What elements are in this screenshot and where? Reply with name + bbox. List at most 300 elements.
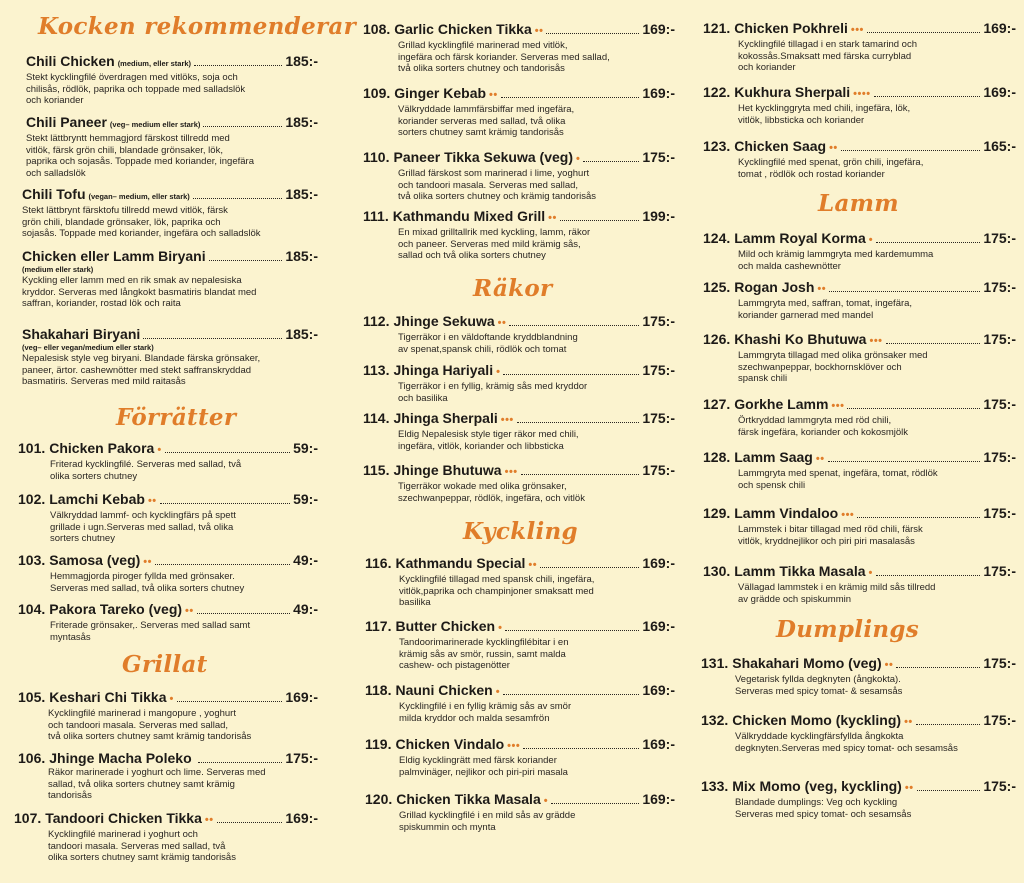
spice-level-icon: •• bbox=[829, 142, 838, 154]
item-description: Kyckling eller lamm med en rik smak av nepalesiska kryddor. Serveras med långkokt basmatiris blandat med saffran, koriander, rostad lök och raita bbox=[22, 275, 257, 309]
item-description: Tandoorimarinerade kycklingfilébitar i en krämig sås av smör, russin, samt malda cashew- och pistagenötter bbox=[399, 637, 569, 671]
item-price: 169:- bbox=[642, 85, 675, 101]
spice-level-icon: •• bbox=[185, 605, 194, 617]
item-header bbox=[22, 186, 318, 205]
item-name: Lamm Saag bbox=[734, 449, 813, 465]
item-name: Jhinga Sherpali bbox=[393, 410, 498, 426]
menu-item bbox=[703, 230, 1016, 272]
spice-level-icon: ••• bbox=[500, 414, 514, 426]
spice-level-icon: •• bbox=[815, 453, 825, 465]
item-header bbox=[22, 326, 318, 343]
section-title-kyckling: Kyckling bbox=[463, 518, 578, 545]
dot-leader bbox=[828, 461, 981, 462]
dot-leader bbox=[160, 503, 290, 504]
menu-item bbox=[22, 326, 318, 388]
item-description: Eldig Nepalesisk style tiger räkor med chili, ingefära, vitlök, koriander och libbsticka bbox=[398, 429, 579, 452]
item-header bbox=[365, 618, 675, 637]
item-price: 175:- bbox=[642, 149, 675, 165]
section-title-lamm: Lamm bbox=[818, 190, 899, 217]
item-description: Tigerräkor i en fyllig, krämig sås med kryddor och basilika bbox=[398, 381, 588, 404]
item-price: 175:- bbox=[983, 331, 1016, 347]
item-description: Räkor marinerade i yoghurt och lime. Serveras med sallad, två olika sorters chutney samt krämig tandorisås bbox=[48, 767, 266, 801]
dot-leader bbox=[917, 790, 981, 791]
item-description: Hemmagjorda piroger fyllda med grönsaker. Serveras med sallad, två olika sorters chutney bbox=[50, 571, 245, 594]
item-header bbox=[703, 396, 1016, 415]
menu-item bbox=[701, 712, 1016, 754]
menu-item bbox=[22, 248, 318, 310]
item-name: Lamm Tikka Masala bbox=[734, 563, 866, 579]
item-number: 122. bbox=[703, 84, 731, 100]
item-header bbox=[363, 149, 675, 168]
dot-leader bbox=[916, 724, 981, 725]
dot-leader bbox=[583, 161, 639, 162]
item-header bbox=[363, 362, 675, 381]
dot-leader bbox=[155, 564, 290, 565]
item-description: Lammgryta tillagad med olika grönsaker med szechwanpeppar, bockhornsklöver och spansk chili bbox=[738, 350, 928, 384]
item-number: 130. bbox=[703, 563, 731, 579]
item-header bbox=[18, 491, 318, 510]
item-description: Kycklingfilé marinerad i yoghurt och tandoori masala. Serveras med sallad, två olika sorters chutney samt krämig tandorisås bbox=[48, 829, 236, 863]
item-name: Chili Paneer bbox=[26, 114, 107, 130]
dot-leader bbox=[177, 701, 282, 702]
spice-level-icon: •• bbox=[204, 814, 214, 826]
item-price: 175:- bbox=[983, 712, 1016, 728]
item-price: 175:- bbox=[983, 230, 1016, 246]
item-price: 169:- bbox=[642, 618, 675, 634]
item-name: Samosa (veg) bbox=[49, 552, 141, 568]
item-header bbox=[363, 21, 675, 40]
menu-item bbox=[363, 313, 675, 355]
item-price: 185:- bbox=[285, 248, 318, 264]
item-description: Tigerräkor i en väldoftande kryddblandning av spenat,spansk chili, rödlök och tomat bbox=[398, 332, 578, 355]
item-description: Lammstek i bitar tillagad med röd chili, färsk vitlök, kryddnejlikor och piri piri masalasås bbox=[738, 524, 923, 547]
menu-item bbox=[18, 552, 318, 594]
item-description: Friterade grönsaker,. Serveras med sallad samt myntasås bbox=[50, 620, 251, 643]
item-number: 118. bbox=[365, 682, 392, 698]
menu-item bbox=[26, 53, 318, 107]
item-name: Jhinga Hariyali bbox=[393, 362, 494, 378]
item-name: Chicken Saag bbox=[734, 138, 827, 154]
item-price: 59:- bbox=[293, 440, 318, 456]
menu-item bbox=[703, 331, 1016, 385]
item-header bbox=[26, 114, 318, 133]
spice-level-icon: • bbox=[157, 444, 162, 456]
dot-leader bbox=[198, 762, 283, 763]
item-name: Nauni Chicken bbox=[395, 682, 493, 698]
item-name: Pakora Tareko (veg) bbox=[49, 601, 183, 617]
section-title-forratter: Förrätter bbox=[116, 404, 237, 431]
dot-leader bbox=[143, 338, 282, 339]
item-header bbox=[363, 85, 675, 104]
item-name: Khashi Ko Bhutuwa bbox=[734, 331, 867, 347]
menu-item bbox=[365, 736, 675, 778]
dot-leader bbox=[523, 748, 639, 749]
item-number: 129. bbox=[703, 505, 731, 521]
menu-item bbox=[703, 563, 1016, 605]
dot-leader bbox=[829, 291, 980, 292]
item-header bbox=[365, 736, 675, 755]
item-description: Grillad kycklingfilé i en mild sås av grädde spiskummin och mynta bbox=[399, 810, 576, 833]
section-title-rakor: Räkor bbox=[473, 275, 553, 302]
item-number: 119. bbox=[365, 736, 392, 752]
menu-item bbox=[26, 114, 318, 179]
menu-item bbox=[703, 84, 1016, 126]
dot-leader bbox=[217, 822, 283, 823]
menu-item bbox=[701, 655, 1016, 697]
menu-item bbox=[18, 440, 318, 482]
dot-leader bbox=[857, 517, 980, 518]
item-price: 199:- bbox=[642, 208, 675, 224]
item-price: 175:- bbox=[983, 655, 1016, 671]
menu-item bbox=[703, 20, 1016, 74]
menu-item bbox=[703, 279, 1016, 321]
item-number: 128. bbox=[703, 449, 731, 465]
spice-level-icon: •• bbox=[528, 559, 538, 571]
item-name: Chicken Vindalo bbox=[395, 736, 505, 752]
spice-level-icon: • bbox=[495, 686, 501, 698]
spice-level-icon: •• bbox=[904, 716, 913, 728]
item-description: Blandade dumplings: Veg och kyckling Serveras med spicy tomat- och sesamsås bbox=[735, 797, 912, 820]
item-number: 103. bbox=[18, 552, 46, 568]
menu-item bbox=[363, 362, 675, 404]
item-price: 175:- bbox=[285, 750, 318, 766]
menu-item bbox=[363, 21, 675, 75]
item-header bbox=[703, 138, 1016, 157]
item-name: Lamm Vindaloo bbox=[734, 505, 839, 521]
dot-leader bbox=[505, 630, 639, 631]
item-name: Gorkhe Lamm bbox=[734, 396, 829, 412]
item-number: 121. bbox=[703, 20, 731, 36]
item-header bbox=[18, 689, 318, 708]
menu-item bbox=[363, 208, 675, 262]
item-header bbox=[703, 449, 1016, 468]
spice-level-icon: • bbox=[868, 567, 873, 579]
item-name: Chili Chicken bbox=[26, 53, 115, 69]
dot-leader bbox=[509, 325, 639, 326]
item-number: 116. bbox=[365, 555, 392, 571]
item-price: 169:- bbox=[285, 810, 318, 826]
item-name: Chicken Pokhreli bbox=[734, 20, 848, 36]
dot-leader bbox=[521, 474, 640, 475]
item-price: 175:- bbox=[642, 410, 675, 426]
item-price: 169:- bbox=[642, 736, 675, 752]
item-price: 185:- bbox=[285, 326, 318, 342]
item-description: Vällagad lammstek i en krämig mild sås tillredd av grädde och spiskummin bbox=[738, 582, 936, 605]
item-name: Keshari Chi Tikka bbox=[49, 689, 167, 705]
menu-item bbox=[365, 555, 675, 609]
item-number: 114. bbox=[363, 410, 390, 426]
item-description: Stekt kycklingfilé överdragen med vitlöks, soja och chilisås, rödlök, paprika och toppade med salladslök och koriander bbox=[26, 72, 246, 106]
item-number: 102. bbox=[18, 491, 46, 507]
item-number: 109. bbox=[363, 85, 391, 101]
spice-level-icon: •• bbox=[147, 495, 157, 507]
item-price: 185:- bbox=[285, 53, 318, 69]
item-price: 175:- bbox=[983, 778, 1016, 794]
item-name: Chicken Tikka Masala bbox=[396, 791, 541, 807]
item-number: 133. bbox=[701, 778, 729, 794]
item-price: 169:- bbox=[642, 555, 675, 571]
dot-leader bbox=[874, 96, 981, 97]
menu-item bbox=[365, 618, 675, 672]
item-price: 59:- bbox=[293, 491, 318, 507]
dot-leader bbox=[194, 65, 282, 66]
dot-leader bbox=[503, 374, 639, 375]
menu-item bbox=[703, 138, 1016, 180]
menu-item bbox=[18, 750, 318, 802]
item-header bbox=[701, 712, 1016, 731]
item-description: Stekt lättbrynt färsktofu tillredd mewd vitlök, färsk grön chili, blandade grönsaker, lök, paprika och sojasås. Toppade med koriander, ingefära och salladslök bbox=[22, 205, 261, 239]
spice-level-icon: • bbox=[169, 693, 174, 705]
item-price: 175:- bbox=[983, 396, 1016, 412]
item-header bbox=[363, 313, 675, 332]
item-header bbox=[18, 440, 318, 459]
spice-level-icon: ••• bbox=[841, 509, 855, 521]
item-price: 165:- bbox=[983, 138, 1016, 154]
spice-level-icon: •• bbox=[143, 556, 152, 568]
item-header bbox=[365, 555, 675, 574]
item-price: 49:- bbox=[293, 601, 318, 617]
spice-level-icon: • bbox=[868, 234, 874, 246]
item-name: Kathmandu Mixed Grill bbox=[392, 208, 546, 224]
menu-item bbox=[363, 462, 675, 504]
item-number: 125. bbox=[703, 279, 731, 295]
item-header bbox=[703, 505, 1016, 524]
menu-item bbox=[365, 791, 675, 833]
menu-item bbox=[18, 689, 318, 743]
item-header bbox=[14, 810, 318, 829]
dot-leader bbox=[503, 694, 639, 695]
item-number: 123. bbox=[703, 138, 731, 154]
dot-leader bbox=[896, 667, 980, 668]
item-description: Kycklingfilé tillagad med spansk chili, ingefära, vitlök,paprika och champinjoner smaksatt med basilika bbox=[399, 574, 595, 608]
item-name: Chili Tofu bbox=[22, 186, 86, 202]
dot-leader bbox=[501, 97, 640, 98]
item-name: Lamm Royal Korma bbox=[734, 230, 866, 246]
item-name: Chicken Momo (kyckling) bbox=[732, 712, 902, 728]
item-note: (medium eller stark) bbox=[22, 265, 94, 274]
item-note: (vegan– medium, eller stark) bbox=[88, 192, 190, 201]
item-description: Välkryddade kycklingfärsfyllda ångkokta degknyten.Serveras med spicy tomat- och sesamsås bbox=[735, 731, 958, 754]
item-name: Lamchi Kebab bbox=[49, 491, 145, 507]
spice-level-icon: ••• bbox=[869, 335, 883, 347]
item-price: 175:- bbox=[642, 462, 675, 478]
item-description: Tigerräkor wokade med olika grönsaker, szechwanpeppar, rödlök, ingefära, och vitlök bbox=[398, 481, 585, 504]
item-description: Välkryddade lammfärsbiffar med ingefära, koriander serveras med sallad, två olika sorters chutney samt krämig tandorisås bbox=[398, 104, 575, 138]
item-description: En mixad grilltallrik med kyckling, lamm, räkor och paneer. Serveras med mild krämig sås, sallad och två olika sorters chutney bbox=[398, 227, 591, 261]
item-header bbox=[18, 601, 318, 620]
item-description: Välkryddad lammf- och kycklingfärs på spett grillade i ugn.Serveras med sallad, två olika sorters chutney bbox=[50, 510, 236, 544]
item-header bbox=[365, 682, 675, 701]
spice-level-icon: •• bbox=[489, 89, 498, 101]
dot-leader bbox=[209, 260, 283, 261]
item-name: Paneer Tikka Sekuwa (veg) bbox=[393, 149, 573, 165]
item-price: 175:- bbox=[642, 362, 675, 378]
item-description: Kycklingfilé i en fyllig krämig sås av smör milda kryddor och malda sesamfrön bbox=[399, 701, 572, 724]
item-note: (veg– eller vegan/medium eller stark) bbox=[22, 343, 154, 352]
item-price: 185:- bbox=[285, 114, 318, 130]
spice-level-icon: ••• bbox=[507, 740, 521, 752]
item-description: Eldig kycklingrätt med färsk koriander palmvinäger, nejlikor och piri-piri masala bbox=[399, 755, 568, 778]
item-name: Shakahari Momo (veg) bbox=[732, 655, 882, 671]
spice-level-icon: ••• bbox=[831, 400, 845, 412]
item-name: Shakahari Biryani bbox=[22, 326, 141, 342]
item-name: Tandoori Chicken Tikka bbox=[45, 810, 202, 826]
spice-level-icon: •• bbox=[548, 212, 557, 224]
item-description: Kycklingfilé med spenat, grön chili, ingefära, tomat , rödlök och rostad koriander bbox=[738, 157, 924, 180]
item-number: 108. bbox=[363, 21, 391, 37]
item-price: 175:- bbox=[983, 563, 1016, 579]
item-header bbox=[363, 208, 675, 227]
menu-item bbox=[363, 85, 675, 139]
dot-leader bbox=[203, 126, 282, 127]
item-header bbox=[365, 791, 675, 810]
menu-item bbox=[18, 601, 318, 643]
item-header bbox=[703, 279, 1016, 298]
item-description: Lammgryta med spenat, ingefära, tomat, rödlök och spensk chili bbox=[738, 468, 938, 491]
item-number: 117. bbox=[365, 618, 392, 634]
item-name: Kathmandu Special bbox=[395, 555, 526, 571]
item-header bbox=[26, 53, 318, 72]
spice-level-icon: • bbox=[496, 366, 501, 378]
item-name: Ginger Kebab bbox=[394, 85, 487, 101]
item-description: Het kycklinggryta med chili, ingefära, lök, vitlök, libbsticka och koriander bbox=[738, 103, 911, 126]
item-header bbox=[703, 84, 1016, 103]
item-number: 132. bbox=[701, 712, 729, 728]
menu-item bbox=[363, 149, 675, 203]
item-description: Lammgryta med, saffran, tomat, ingefära, koriander garnerad med mandel bbox=[738, 298, 913, 321]
item-name: Kukhura Sherpali bbox=[734, 84, 851, 100]
menu-item bbox=[703, 396, 1016, 438]
item-price: 175:- bbox=[642, 313, 675, 329]
item-number: 104. bbox=[18, 601, 46, 617]
menu-item bbox=[703, 449, 1016, 491]
item-number: 105. bbox=[18, 689, 46, 705]
item-name: Chicken eller Lamm Biryani bbox=[22, 248, 206, 264]
item-number: 111. bbox=[363, 208, 389, 224]
dot-leader bbox=[876, 575, 980, 576]
item-note: (medium, eller stark) bbox=[117, 59, 192, 68]
item-name: Garlic Chicken Tikka bbox=[394, 21, 532, 37]
item-price: 49:- bbox=[293, 552, 318, 568]
item-number: 101. bbox=[18, 440, 46, 456]
dot-leader bbox=[540, 567, 639, 568]
dot-leader bbox=[867, 32, 980, 33]
item-price: 185:- bbox=[285, 186, 318, 202]
item-description: Kycklingfilé marinerad i mangopure , yoghurt och tandoori masala. Serveras med sallad, två olika sorters chutney samt krämig tandorisås bbox=[48, 708, 252, 742]
item-number: 113. bbox=[363, 362, 390, 378]
item-description: Mild och krämig lammgryta med kardemumma och malda cashewnötter bbox=[738, 249, 934, 272]
item-header bbox=[18, 552, 318, 571]
item-name: Butter Chicken bbox=[395, 618, 496, 634]
section-title-grillat: Grillat bbox=[122, 651, 208, 678]
dot-leader bbox=[886, 343, 981, 344]
spice-level-icon: •• bbox=[497, 317, 507, 329]
item-description: Örtkryddad lammgryta med röd chili, färsk ingefära, koriander och kokosmjölk bbox=[738, 415, 909, 438]
item-number: 127. bbox=[703, 396, 731, 412]
spice-level-icon: •• bbox=[817, 283, 827, 295]
spice-level-icon: ••• bbox=[850, 24, 864, 36]
item-description: Grillad kycklingfilé marinerad med vitlök, ingefära och färsk koriander. Serveras med sallad, två olika sorters chutney och tandorisås bbox=[398, 40, 610, 74]
item-number: 112. bbox=[363, 313, 390, 329]
dot-leader bbox=[560, 220, 639, 221]
item-number: 126. bbox=[703, 331, 731, 347]
item-header bbox=[18, 750, 318, 767]
item-header bbox=[703, 331, 1016, 350]
item-description: Kycklingfilé tillagad i en stark tamarind och kokossås.Smaksatt med färska curryblad och koriander bbox=[738, 39, 918, 73]
item-header bbox=[22, 248, 318, 265]
item-number: 107. bbox=[14, 810, 42, 826]
item-header bbox=[703, 20, 1016, 39]
item-price: 175:- bbox=[983, 505, 1016, 521]
dot-leader bbox=[546, 33, 639, 34]
item-number: 115. bbox=[363, 462, 390, 478]
item-header bbox=[703, 230, 1016, 249]
spice-level-icon: • bbox=[543, 795, 549, 807]
spice-level-icon: •••• bbox=[853, 88, 871, 100]
item-price: 175:- bbox=[983, 279, 1016, 295]
spice-level-icon: ••• bbox=[504, 466, 518, 478]
item-price: 169:- bbox=[983, 20, 1016, 36]
item-description: Stekt lättbryntt hemmagjord färskost tillredd med vitlök, färsk grön chili, blandade grönsaker, lök, paprika och sojasås. Toppade med koriander, ingefära och salladslök bbox=[26, 133, 254, 179]
item-price: 169:- bbox=[642, 682, 675, 698]
item-name: Jhinge Macha Poleko bbox=[49, 750, 192, 766]
item-number: 106. bbox=[18, 750, 46, 766]
dot-leader bbox=[551, 803, 639, 804]
item-number: 131. bbox=[701, 655, 729, 671]
dot-leader bbox=[517, 422, 640, 423]
item-description: Friterad kycklingfilé. Serveras med sallad, två olika sorters chutney bbox=[50, 459, 242, 482]
item-name: Jhinge Sekuwa bbox=[393, 313, 495, 329]
section-title-dumplings: Dumplings bbox=[776, 616, 920, 643]
item-price: 169:- bbox=[285, 689, 318, 705]
spice-level-icon: •• bbox=[884, 659, 894, 671]
dot-leader bbox=[165, 452, 290, 453]
spice-level-icon: •• bbox=[534, 25, 544, 37]
section-title-kocken-rekommenderar: Kocken rekommenderar bbox=[38, 13, 357, 40]
item-price: 169:- bbox=[642, 791, 675, 807]
menu-item bbox=[22, 186, 318, 240]
item-number: 110. bbox=[363, 149, 390, 165]
menu-item bbox=[703, 505, 1016, 547]
item-header bbox=[363, 410, 675, 429]
item-description: Nepalesisk style veg biryani. Blandade färska grönsaker, paneer, ärtor. cashewnötter med stekt saffranskryddad basmatiris. Serveras med mild raitasås bbox=[22, 353, 261, 387]
item-header bbox=[701, 778, 1016, 797]
menu-item bbox=[365, 682, 675, 724]
item-description: Vegetarisk fyllda degknyten (ångkokta). Serveras med spicy tomat- & sesamsås bbox=[735, 674, 903, 697]
menu-item bbox=[701, 778, 1016, 820]
dot-leader bbox=[193, 198, 283, 199]
item-name: Chicken Pakora bbox=[49, 440, 155, 456]
item-header bbox=[363, 462, 675, 481]
item-name: Mix Momo (veg, kyckling) bbox=[732, 778, 902, 794]
dot-leader bbox=[847, 408, 980, 409]
menu-item bbox=[14, 810, 318, 864]
item-description: Grillad färskost som marinerad i lime, yoghurt och tandoori masala. Serveras med sallad, två olika sorters chutney och krämig tandorisås bbox=[398, 168, 597, 202]
menu-item bbox=[18, 491, 318, 545]
spice-level-icon: • bbox=[575, 153, 581, 165]
item-name: Jhinge Bhutuwa bbox=[393, 462, 502, 478]
dot-leader bbox=[876, 242, 980, 243]
menu-item bbox=[363, 410, 675, 452]
item-number: 120. bbox=[365, 791, 393, 807]
item-price: 175:- bbox=[983, 449, 1016, 465]
item-price: 169:- bbox=[983, 84, 1016, 100]
item-header bbox=[703, 563, 1016, 582]
item-name: Rogan Josh bbox=[734, 279, 815, 295]
item-number: 124. bbox=[703, 230, 731, 246]
spice-level-icon: • bbox=[498, 622, 503, 634]
item-note: (veg– medium eller stark) bbox=[109, 120, 201, 129]
